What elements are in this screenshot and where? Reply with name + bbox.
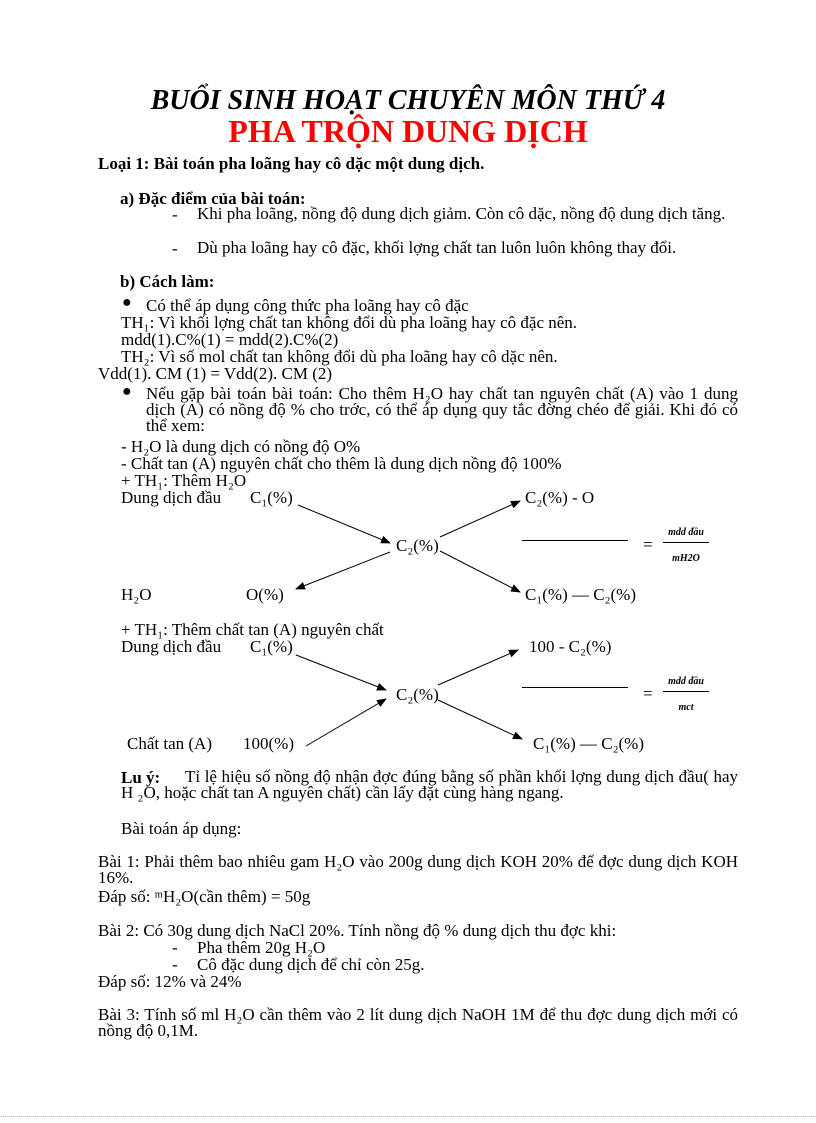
apply-heading: Bài toán áp dụng: [121,819,242,838]
exercise-2: Bài 2: Có 30g dung dịch NaCl 20%. Tính nồng độ % dung dịch thu đợc khi: [98,921,617,940]
d1-arrow-2 [440,501,520,537]
diagram2-bottom-left-value: 100(%) [243,734,294,753]
diagram1-bottom-right: C₁(%) — C₂(%) [525,585,636,604]
exercise-1: Bài 1: Phải thêm bao nhiêu gam H₂O vào 200g dung dịch KOH 20% để đợc dung dịch KOH 16%. [98,852,738,887]
bullet-icon: ● [122,294,132,311]
d2-arrow-4 [306,699,386,746]
dash-marker: - [172,938,178,957]
page-title: BUỔI SINH HOẠT CHUYÊN MÔN THỨ 4 [150,85,666,116]
dash-marker: - [172,205,178,224]
b-heading: b) Cách làm: [120,272,215,291]
dash-marker: - [172,239,178,258]
diagram1-bottom-left-label: H₂O [121,585,152,604]
formula-1: mdd(1).C%(1) = mdd(2).C%(2) [121,330,339,349]
diagram1-equals: = [643,535,653,554]
case-2-label: + TH₁: Thêm chất tan (A) nguyên chất [121,620,384,639]
d1-arrow-3 [440,551,520,592]
a-heading: a) Đặc điểm của bài toán: [120,189,306,208]
d1-arrow-1 [298,505,390,543]
exercise-2-item-2: Cô đặc dung dịch để chỉ còn 25g. [197,955,425,974]
diagram2-top-left-value: C₁(%) [250,637,293,656]
diagram2-ratio-bar [663,691,709,692]
d2-arrow-2 [438,650,518,685]
diagram1-center: C₂(%) [396,536,439,555]
bullet-1-text: Có thể áp dụng công thức pha loãng hay cô đặc [146,296,469,315]
diagram2-top-left-label: Dung dịch đầu [121,637,222,656]
exercise-3: Bài 3: Tính số ml H₂O cần thêm vào 2 lít dung dịch NaOH 1M để thu đợc dung dịch mới có nồng độ 0,1M. [98,1005,738,1040]
d2-arrow-3 [438,700,522,739]
diagram2-ratio-num: mdd đầu [668,676,704,687]
exercise-2-item-1: Pha thêm 20g H₂O [197,938,326,957]
diagram1-top-left-label: Dung dịch đầu [121,488,222,507]
diagram2-equals: = [643,684,653,703]
note-line-2: - Chất tan (A) nguyên chất cho thêm là dung dịch nồng độ 100% [121,454,562,473]
th1-text: TH₁: Vì khối lợng chất tan không đổi dù pha loãng hay cô đặc nên. [121,313,578,332]
diagram2-center: C₂(%) [396,685,439,704]
diagram2-blank-line [522,687,628,688]
page-bottom-border [0,1116,816,1119]
note-label: Lu ý: [121,768,161,787]
case-1-label: + TH₁: Thêm H₂O [121,471,247,490]
d1-arrow-4 [296,552,390,589]
bullet-icon: ● [122,383,132,400]
page-subtitle: PHA TRỘN DUNG DỊCH [228,113,588,149]
exercise-2-answer: Đáp số: 12% và 24% [98,972,242,991]
dash-marker: - [172,955,178,974]
section-heading: Loại 1: Bài toán pha loãng hay cô dặc một dung dịch. [98,154,485,173]
diagram1-ratio-den: mH2O [672,553,700,564]
diagram1-ratio-num: mdd đầu [668,527,704,538]
diagram2-bottom-right: C₁(%) — C₂(%) [533,734,644,753]
formula-2: Vdd(1). CM (1) = Vdd(2). CM (2) [98,364,333,383]
diagram1-top-left-value: C₁(%) [250,488,293,507]
d2-arrow-1 [296,655,386,690]
diagram1-bottom-left-value: O(%) [246,585,284,604]
diagram2-ratio-den: mct [678,702,694,713]
note-text: Tỉ lệ hiệu số nồng độ nhận đợc đúng bằng số phần khối lợng dung dịch đầu( hay H ₂O, hoặc chất tan A nguyên chất) cần lấy đặt cùng hàng ngang. [121,767,738,802]
a-item-2: Dù pha loãng hay cô đặc, khối lợng chất tan luôn luôn không thay đổi. [197,238,677,257]
a-item-1: Khi pha loãng, nồng độ dung dịch giảm. Còn cô dặc, nồng độ dung dịch tăng. [197,204,726,223]
exercise-1-answer: Đáp số: ᵐH₂O(cần thêm) = 50g [98,887,311,906]
bullet-2-text: Nếu gặp bài toán bài toán: Cho thêm H₂O hay chất tan nguyên chất (A) vào 1 dung dịch (A) có nồng độ % cho trớc, có thể áp dụng quy tắc đờng chéo để giải. Khi đó có thể xem: [146,384,738,435]
th2-text: TH₂: Vì số mol chất tan không đổi dù pha loãng hay cô dặc nên. [121,347,558,366]
diagram1-top-right: C₂(%) - O [525,488,595,507]
diagram2-top-right: 100 - C₂(%) [529,637,612,656]
diagram2-bottom-left-label: Chất tan (A) [127,734,212,753]
note-line-1: - H₂O là dung dịch có nồng độ O% [121,437,361,456]
